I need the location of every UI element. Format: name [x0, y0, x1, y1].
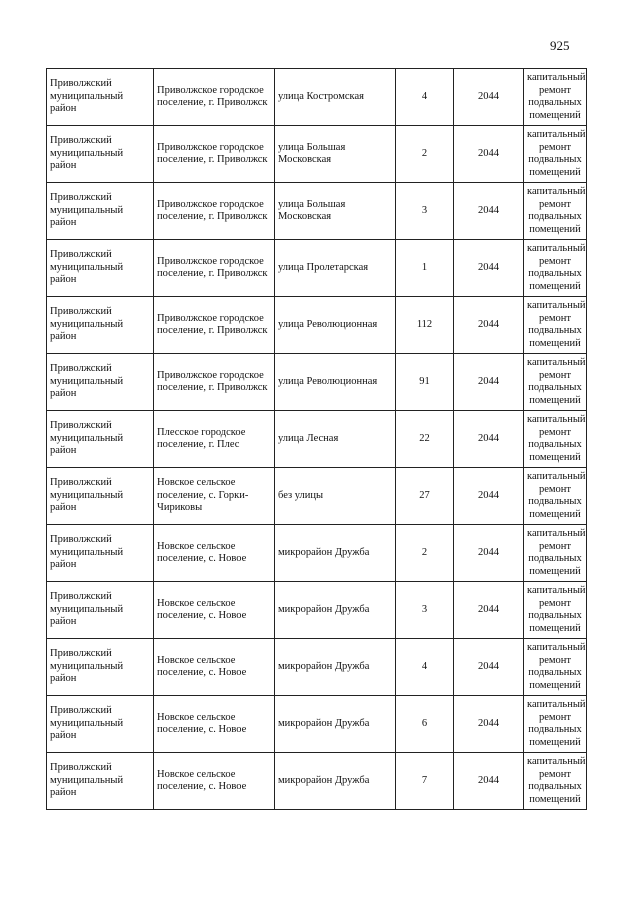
street-cell: без улицы — [275, 468, 396, 525]
repair-year-cell: 2044 — [454, 753, 524, 810]
repair-year-cell: 2044 — [454, 126, 524, 183]
repair-year-cell: 2044 — [454, 240, 524, 297]
house-number-cell: 4 — [396, 69, 454, 126]
street-cell: улица Большая Московская — [275, 183, 396, 240]
work-type-cell: капитальный ремонт подвальных помещений — [524, 354, 587, 411]
house-number-cell: 4 — [396, 639, 454, 696]
repair-year-cell: 2044 — [454, 297, 524, 354]
settlement-cell: Новское сельское поселение, с. Новое — [154, 753, 275, 810]
street-cell: микрорайон Дружба — [275, 753, 396, 810]
table-body — [47, 69, 587, 810]
district-cell: Приволжский муниципальный район — [47, 240, 154, 297]
district-cell: Приволжский муниципальный район — [47, 753, 154, 810]
house-number-cell: 3 — [396, 183, 454, 240]
repair-year-cell: 2044 — [454, 468, 524, 525]
house-number-cell: 1 — [396, 240, 454, 297]
district-cell: Приволжский муниципальный район — [47, 525, 154, 582]
settlement-cell: Новское сельское поселение, с. Новое — [154, 696, 275, 753]
district-cell: Приволжский муниципальный район — [47, 183, 154, 240]
work-type-cell: капитальный ремонт подвальных помещений — [524, 297, 587, 354]
table-row — [47, 525, 587, 582]
settlement-cell: Приволжское городское поселение, г. Приволжск — [154, 297, 275, 354]
repair-year-cell: 2044 — [454, 639, 524, 696]
work-type-cell: капитальный ремонт подвальных помещений — [524, 525, 587, 582]
table-row — [47, 126, 587, 183]
table-row — [47, 582, 587, 639]
table-row — [47, 639, 587, 696]
work-type-cell: капитальный ремонт подвальных помещений — [524, 69, 587, 126]
street-cell: микрорайон Дружба — [275, 696, 396, 753]
house-number-cell: 2 — [396, 126, 454, 183]
street-cell: микрорайон Дружба — [275, 525, 396, 582]
settlement-cell: Приволжское городское поселение, г. Приволжск — [154, 69, 275, 126]
district-cell: Приволжский муниципальный район — [47, 354, 154, 411]
work-type-cell: капитальный ремонт подвальных помещений — [524, 468, 587, 525]
repair-year-cell: 2044 — [454, 525, 524, 582]
house-number-cell: 7 — [396, 753, 454, 810]
table-row — [47, 297, 587, 354]
house-number-cell: 27 — [396, 468, 454, 525]
work-type-cell: капитальный ремонт подвальных помещений — [524, 753, 587, 810]
repair-year-cell: 2044 — [454, 183, 524, 240]
repair-year-cell: 2044 — [454, 696, 524, 753]
district-cell: Приволжский муниципальный район — [47, 639, 154, 696]
page-number: 925 — [550, 38, 570, 53]
house-number-cell: 6 — [396, 696, 454, 753]
district-cell: Приволжский муниципальный район — [47, 696, 154, 753]
work-type-cell: капитальный ремонт подвальных помещений — [524, 696, 587, 753]
settlement-cell: Плесское городское поселение, г. Плес — [154, 411, 275, 468]
district-cell: Приволжский муниципальный район — [47, 297, 154, 354]
work-type-cell: капитальный ремонт подвальных помещений — [524, 639, 587, 696]
table-row — [47, 411, 587, 468]
work-type-cell: капитальный ремонт подвальных помещений — [524, 582, 587, 639]
street-cell: микрорайон Дружба — [275, 582, 396, 639]
table-row — [47, 696, 587, 753]
street-cell: микрорайон Дружба — [275, 639, 396, 696]
street-cell: улица Лесная — [275, 411, 396, 468]
street-cell: улица Революционная — [275, 354, 396, 411]
house-number-cell: 22 — [396, 411, 454, 468]
street-cell: улица Революционная — [275, 297, 396, 354]
settlement-cell: Приволжское городское поселение, г. Приволжск — [154, 240, 275, 297]
settlement-cell: Приволжское городское поселение, г. Приволжск — [154, 126, 275, 183]
settlement-cell: Новское сельское поселение, с. Горки-Чириковы — [154, 468, 275, 525]
table-row — [47, 183, 587, 240]
settlement-cell: Новское сельское поселение, с. Новое — [154, 582, 275, 639]
work-type-cell: капитальный ремонт подвальных помещений — [524, 411, 587, 468]
street-cell: улица Большая Московская — [275, 126, 396, 183]
table-row — [47, 468, 587, 525]
street-cell: улица Костромская — [275, 69, 396, 126]
repair-year-cell: 2044 — [454, 411, 524, 468]
table-row — [47, 69, 587, 126]
settlement-cell: Приволжское городское поселение, г. Приволжск — [154, 183, 275, 240]
house-number-cell: 2 — [396, 525, 454, 582]
district-cell: Приволжский муниципальный район — [47, 411, 154, 468]
repair-year-cell: 2044 — [454, 69, 524, 126]
district-cell: Приволжский муниципальный район — [47, 582, 154, 639]
district-cell: Приволжский муниципальный район — [47, 468, 154, 525]
repair-year-cell: 2044 — [454, 582, 524, 639]
settlement-cell: Приволжское городское поселение, г. Приволжск — [154, 354, 275, 411]
settlement-cell: Новское сельское поселение, с. Новое — [154, 525, 275, 582]
house-number-cell: 112 — [396, 297, 454, 354]
table-row — [47, 354, 587, 411]
street-cell: улица Пролетарская — [275, 240, 396, 297]
house-number-cell: 3 — [396, 582, 454, 639]
district-cell: Приволжский муниципальный район — [47, 126, 154, 183]
housing-repair-table — [46, 68, 587, 810]
house-number-cell: 91 — [396, 354, 454, 411]
table-row — [47, 240, 587, 297]
work-type-cell: капитальный ремонт подвальных помещений — [524, 126, 587, 183]
settlement-cell: Новское сельское поселение, с. Новое — [154, 639, 275, 696]
repair-year-cell: 2044 — [454, 354, 524, 411]
table-row — [47, 753, 587, 810]
district-cell: Приволжский муниципальный район — [47, 69, 154, 126]
work-type-cell: капитальный ремонт подвальных помещений — [524, 240, 587, 297]
work-type-cell: капитальный ремонт подвальных помещений — [524, 183, 587, 240]
